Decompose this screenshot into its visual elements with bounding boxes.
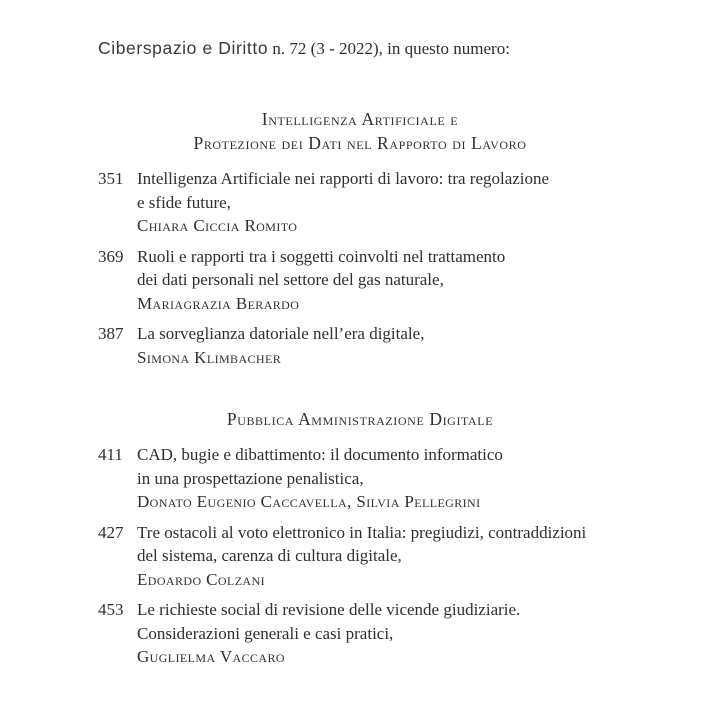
journal-title: Ciberspazio e Diritto xyxy=(98,38,269,58)
entry-authors: Donato Eugenio Caccavella, Silvia Pellegrini xyxy=(137,492,481,511)
entry-title-line: CAD, bugie e dibattimento: il documento informatico xyxy=(137,445,503,464)
entry-page-number: 387 xyxy=(98,324,124,343)
toc-entry xyxy=(0,322,720,369)
section-entries xyxy=(0,167,720,369)
entry-body xyxy=(137,167,720,238)
entry-page-number: 427 xyxy=(98,522,124,542)
section-heading-line: Protezione dei Dati nel Rapporto di Lavoro xyxy=(193,133,527,153)
entry-page-number: 369 xyxy=(98,246,124,266)
toc-entry xyxy=(0,443,720,514)
toc-entry xyxy=(0,521,720,592)
toc-entry xyxy=(0,167,720,238)
entry-body xyxy=(137,598,720,669)
section-entries xyxy=(0,443,720,669)
entry-title-line: Tre ostacoli al voto elettronico in Italia: pregiudizi, contraddizioni xyxy=(137,522,587,542)
entry-body xyxy=(137,521,720,592)
entry-body xyxy=(137,322,720,369)
table-of-contents xyxy=(0,107,720,669)
entry-page-number: 453 xyxy=(98,600,124,619)
entry-title-line: del sistema, carenza di cultura digitale, xyxy=(137,546,402,565)
entry-body xyxy=(137,443,720,514)
section-heading-line: Pubblica Amministrazione Digitale xyxy=(226,409,494,429)
toc-entry xyxy=(0,245,720,316)
toc-entry xyxy=(0,598,720,669)
entry-authors: Mariagrazia Berardo xyxy=(137,293,300,313)
entry-title-line: in una prospettazione penalistica, xyxy=(137,468,364,488)
entry-page-number: 351 xyxy=(98,169,124,188)
entry-title-line: Considerazioni generali e casi pratici, xyxy=(137,623,394,643)
entry-authors: Guglielma Vaccaro xyxy=(137,647,285,666)
entry-title-line: dei dati personali nel settore del gas naturale, xyxy=(137,270,444,289)
entry-title-line: Intelligenza Artificiale nei rapporti di lavoro: tra regolazione xyxy=(137,169,550,188)
entry-title-line: Le richieste social di revisione delle vicende giudiziarie. xyxy=(137,600,521,619)
section-heading xyxy=(0,407,720,431)
entry-authors: Edoardo Colzani xyxy=(137,569,265,589)
issue-info: n. 72 (3 - 2022), in questo numero: xyxy=(268,39,510,58)
section-heading-line: Intelligenza Artificiale e xyxy=(261,109,459,129)
issue-header xyxy=(98,36,720,61)
entry-authors: Chiara Ciccia Romito xyxy=(137,216,298,235)
entry-body xyxy=(137,245,720,316)
entry-title-line: Ruoli e rapporti tra i soggetti coinvolti nel trattamento xyxy=(137,246,506,266)
entry-page-number: 411 xyxy=(98,445,123,464)
section-heading xyxy=(0,107,720,155)
entry-authors: Simona Klimbacher xyxy=(137,347,282,367)
entry-title-line: La sorveglianza datoriale nell’era digitale, xyxy=(137,324,425,343)
entry-title-line: e sfide future, xyxy=(137,192,231,212)
